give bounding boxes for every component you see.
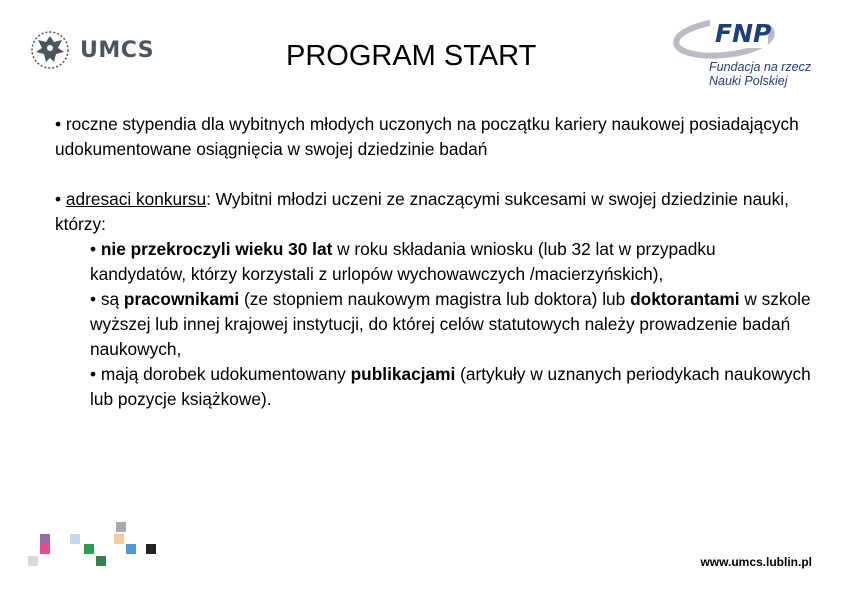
sub-bullet-prefix: • (90, 239, 101, 259)
decor-square (70, 534, 80, 544)
paragraph-stipends: • roczne stypendia dla wybitnych młodych uczonych na początku kariery naukowej posiadających udokumentowane osiągnięcia w swojej dziedzinie badań (55, 114, 799, 159)
employment-text-rest: w szkole wyższej lub innej krajowej instytucji, do której celów statutowych należy prowadzenie badań naukowych, (90, 289, 811, 359)
umcs-logo-text: UMCS (80, 37, 155, 63)
employees-emphasis: pracownikami (123, 289, 240, 309)
decor-square (126, 544, 136, 554)
sub-bullet-age (55, 237, 815, 287)
sub-bullet-employment (55, 287, 815, 362)
slide-title: PROGRAM START (286, 40, 537, 72)
decor-square (116, 522, 126, 532)
publications-emphasis: publikacjami (350, 364, 456, 384)
decor-square (146, 544, 156, 554)
decor-square (96, 556, 106, 566)
addressees-text: Wybitni młodzi uczeni ze znaczącymi sukcesami w swojej dziedzinie nauki, którzy: (55, 189, 789, 234)
decorative-squares (26, 522, 166, 572)
eagle-emblem-icon (30, 28, 70, 72)
umcs-logo (30, 28, 154, 72)
paragraph-addressees (55, 187, 815, 237)
doctoral-emphasis: doktorantami (630, 289, 740, 309)
decor-square (84, 544, 94, 554)
slide-body (55, 112, 815, 412)
sub-bullet-publications (55, 362, 815, 412)
footer-url: www.umcs.lublin.pl (700, 555, 812, 569)
fnp-tagline-line2: Nauki Polskiej (709, 74, 788, 88)
decor-square (40, 544, 50, 554)
fnp-tagline (709, 60, 811, 88)
sub-bullet-prefix: • mają dorobek udokumentowany (90, 364, 351, 384)
fnp-logo (672, 10, 827, 92)
fnp-brand-text: FNP (715, 19, 772, 48)
addressees-term: adresaci konkursu (65, 189, 207, 209)
age-text: w roku składania wniosku (lub 32 lat w przypadku kandydatów, którzy korzystali z urlopów wychowawczych /macierzyńskich), (90, 239, 716, 284)
decor-square (114, 534, 124, 544)
sub-bullet-prefix: • są (90, 289, 124, 309)
employment-text-mid: (ze stopniem naukowym magistra lub doktora) lub (239, 289, 631, 309)
term-colon: : (206, 189, 211, 209)
decor-square (40, 534, 50, 544)
decor-square (28, 556, 38, 566)
fnp-tagline-line1: Fundacja na rzecz (709, 60, 812, 74)
publications-text: (artykuły w uznanych periodykach naukowych lub pozycje książkowe). (90, 364, 811, 409)
age-emphasis: nie przekroczyli wieku 30 lat (100, 239, 333, 259)
bullet: • (55, 189, 66, 209)
